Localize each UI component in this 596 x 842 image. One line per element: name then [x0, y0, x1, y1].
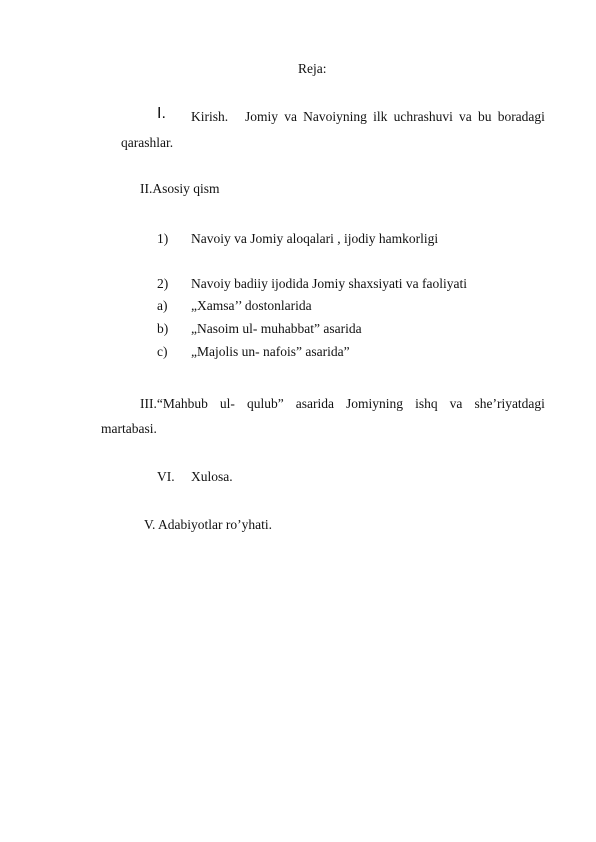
- section-1-word: boradagi: [497, 109, 545, 124]
- section-1-word: va: [284, 109, 297, 124]
- section-1-word: Jomiy: [245, 109, 279, 124]
- section-3-continuation: martabasi.: [101, 421, 157, 436]
- list-item: „Majolis un- nafois” asarida”: [191, 344, 350, 359]
- section-3-word: III.“Mahbub: [140, 396, 208, 411]
- section-1-word: ilk: [373, 109, 388, 124]
- section-1-label: Kirish.: [191, 109, 229, 124]
- item-marker: b): [157, 321, 169, 336]
- list-item: Navoiy badiiy ijodida Jomiy shaxsiyati va faoliyati: [191, 276, 467, 291]
- section-1-numeral: I.: [157, 105, 166, 122]
- section-1-continuation: qarashlar.: [121, 135, 174, 150]
- section-3-word: she’riyatdagi: [474, 396, 545, 411]
- list-item: „Nasoim ul- muhabbat” asarida: [191, 321, 362, 336]
- section-3-text: [140, 396, 545, 412]
- section-3-word: va: [449, 396, 463, 411]
- page-title: Reja:: [298, 61, 327, 76]
- section-1-word: va: [459, 109, 472, 124]
- item-marker: 2): [157, 276, 169, 291]
- references-heading: V. Adabiyotlar ro’yhati.: [144, 517, 272, 532]
- item-marker: a): [157, 298, 168, 313]
- section-3-word: ishq: [415, 396, 438, 411]
- section-2-heading: II.Asosiy qism: [140, 181, 220, 196]
- list-item: „Xamsa’’ dostonlarida: [191, 298, 312, 313]
- section-3-word: Jomiyning: [346, 396, 404, 411]
- item-marker: 1): [157, 231, 169, 246]
- section-1-word: bu: [477, 109, 492, 124]
- section-3-word: qulub”: [246, 396, 284, 411]
- list-item: Navoiy va Jomiy aloqalari , ijodiy hamkorligi: [191, 231, 439, 246]
- section-1-word: uchrashuvi: [393, 109, 453, 124]
- section-1-text: [245, 109, 545, 125]
- section-3-word: asarida: [295, 396, 334, 411]
- item-marker: c): [157, 344, 168, 359]
- section-3-word: ul-: [219, 396, 235, 411]
- section-1-word: Navoiyning: [303, 109, 367, 124]
- conclusion-numeral: VI.: [157, 469, 175, 484]
- conclusion-label: Xulosa.: [191, 469, 233, 484]
